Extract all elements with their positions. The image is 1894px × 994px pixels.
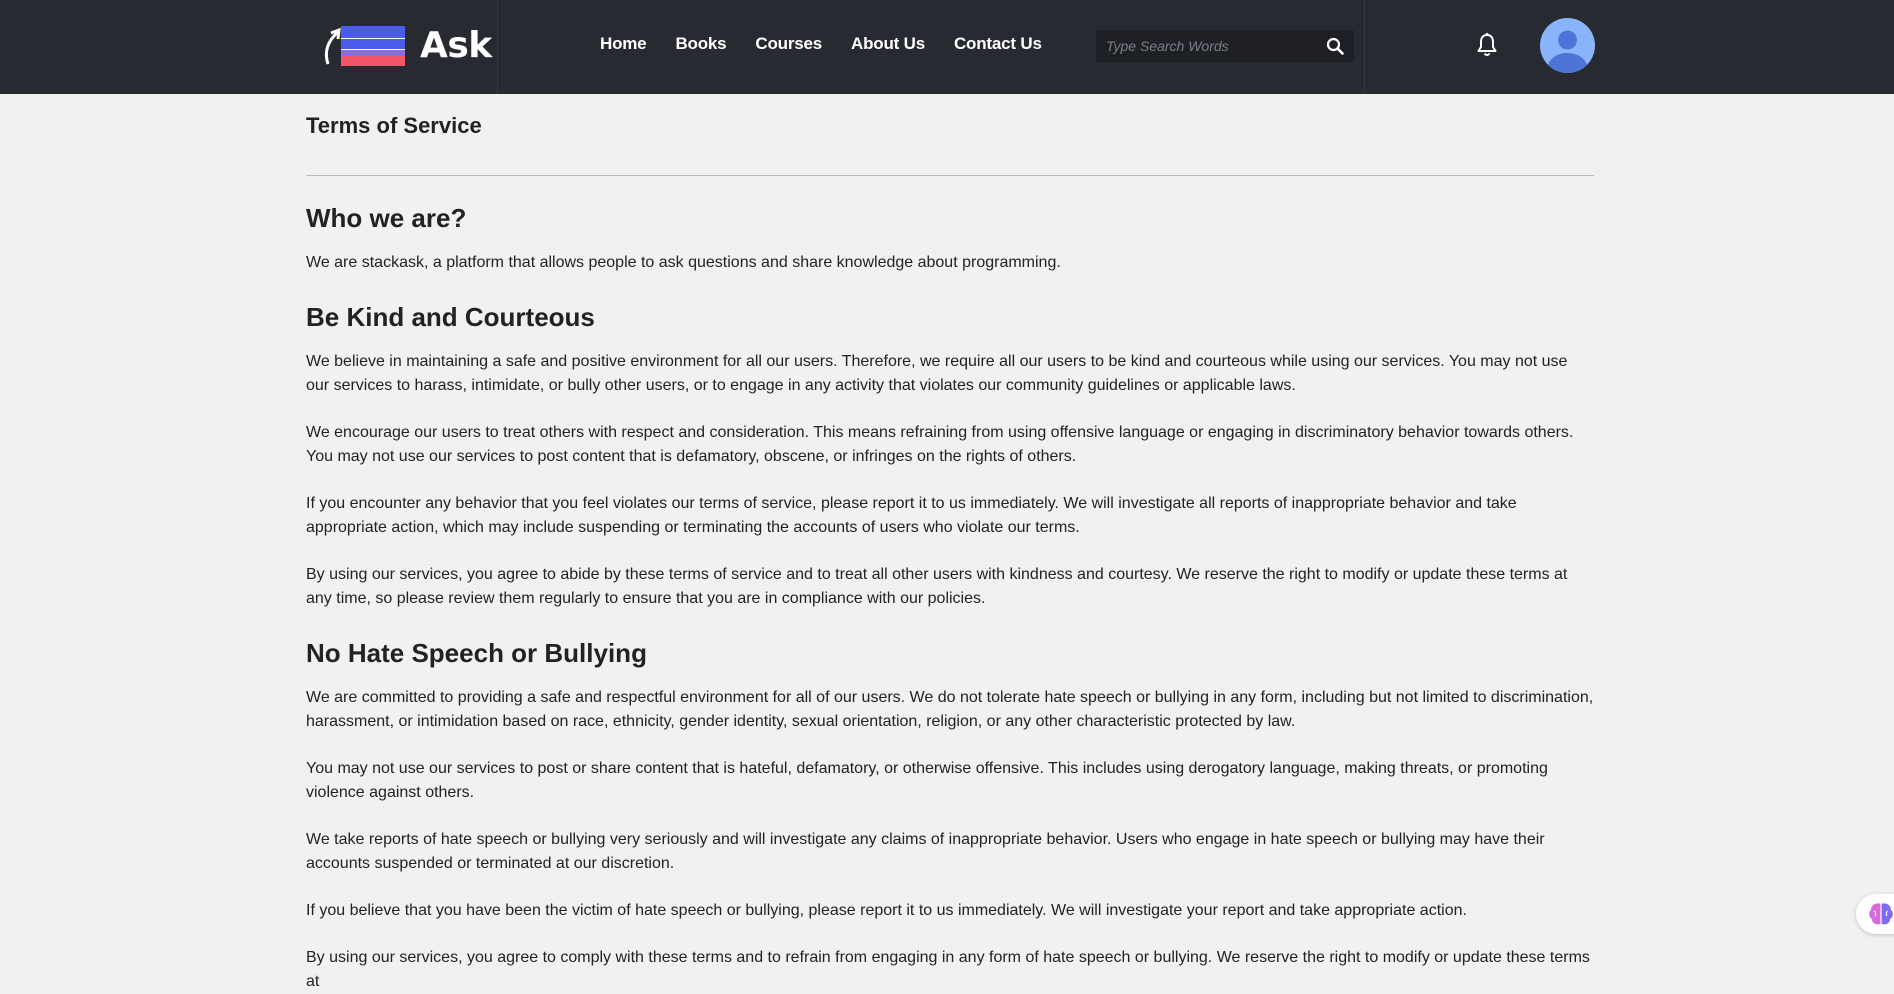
section-heading: Be Kind and Courteous [306, 302, 595, 332]
logo-mark-icon [320, 24, 408, 68]
nav-contact-us-link[interactable]: Contact Us [953, 34, 1042, 53]
page-title: Terms of Service [306, 113, 482, 138]
terms-content [306, 94, 1594, 994]
nav-courses-link[interactable]: Courses [755, 34, 823, 53]
nav-home-link[interactable]: Home [600, 34, 647, 53]
floating-assistant-widget[interactable] [1856, 894, 1894, 934]
bell-icon[interactable] [1475, 32, 1499, 58]
nav-books-link[interactable]: Books [675, 34, 727, 53]
nav-about-us-link[interactable]: About Us [851, 34, 925, 53]
section-be-kind [306, 301, 1594, 611]
logo-text: Ask [420, 25, 492, 66]
search-box [1096, 30, 1354, 62]
user-avatar-icon[interactable] [1540, 18, 1595, 73]
section-paragraph: If you encounter any behavior that you feel violates our terms of service, please report it to us immediately. We will investigate all reports of inappropriate behavior and take appropriate action, which may include suspending or terminating the accounts of users who violate our terms. [306, 495, 1517, 536]
section-heading: Who we are? [306, 203, 467, 233]
section-paragraph: We believe in maintaining a safe and positive environment for all our users. Therefore, we require all our users to be kind and courteous while using our services. You may not use our services to harass, intimidate, or bully other users, or to engage in any activity that violates our community guidelines or applicable laws. [306, 353, 1568, 394]
section-paragraph: We are stackask, a platform that allows people to ask questions and share knowledge about programming. [306, 254, 1061, 271]
section-heading: No Hate Speech or Bullying [306, 638, 647, 668]
title-divider [306, 175, 1594, 176]
section-no-hate-speech [306, 637, 1594, 994]
section-paragraph: By using our services, you agree to comply with these terms and to refrain from engaging in any form of hate speech or bullying. We reserve the right to modify or update these terms at [306, 949, 1590, 990]
section-paragraph: We are committed to providing a safe and respectful environment for all of our users. We do not tolerate hate speech or bullying in any form, including but not limited to discrimination, harassment, or intimidation based on race, ethnicity, gender identity, sexual orientation, religion, or any other characteristic protected by law. [306, 689, 1594, 730]
search-input[interactable] [1106, 30, 1306, 62]
section-paragraph: You may not use our services to post or share content that is hateful, defamatory, or otherwise offensive. This includes using derogatory language, making threats, or promoting violence against others. [306, 760, 1548, 801]
avatar-person-icon [1540, 18, 1595, 73]
section-paragraph: By using our services, you agree to abide by these terms of service and to treat all other users with kindness and courtesy. We reserve the right to modify or update these terms at any time, so please review them regularly to ensure that you are in compliance with our policies. [306, 566, 1568, 607]
search-icon[interactable] [1326, 37, 1344, 55]
section-paragraph: We take reports of hate speech or bullying very seriously and will investigate any claims of inappropriate behavior. Users who engage in hate speech or bullying may have their accounts suspended or terminated at our discretion. [306, 831, 1545, 872]
section-paragraph: We encourage our users to treat others with respect and consideration. This means refraining from using offensive language or engaging in discriminatory behavior towards others. You may not use our services to post content that is defamatory, obscene, or infringes on the rights of others. [306, 424, 1574, 465]
main-nav [600, 0, 1071, 88]
top-navbar [0, 0, 1894, 94]
header-divider [497, 0, 498, 94]
section-who-we-are [306, 202, 1594, 275]
header-divider [1364, 0, 1365, 94]
site-logo[interactable] [320, 24, 492, 68]
brain-icon [1866, 899, 1894, 929]
section-paragraph: If you believe that you have been the victim of hate speech or bullying, please report it to us immediately. We will investigate your report and take appropriate action. [306, 902, 1467, 919]
